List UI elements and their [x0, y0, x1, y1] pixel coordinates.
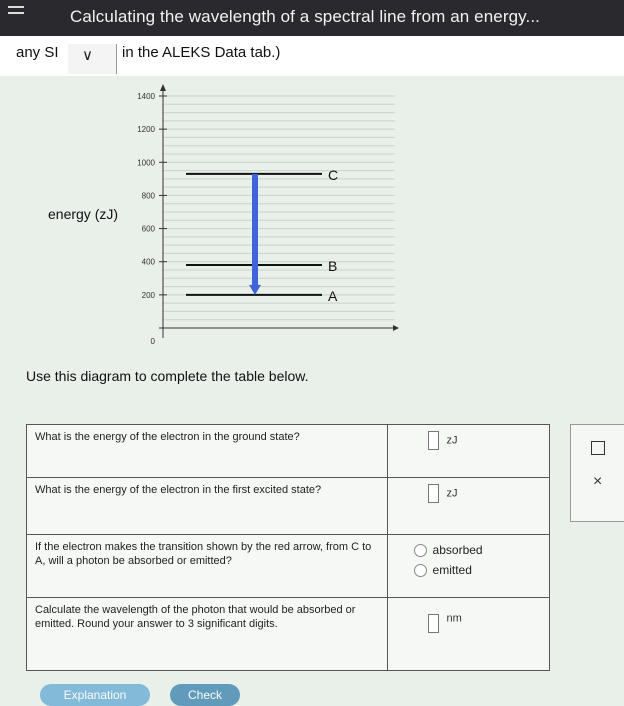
- ground-state-input[interactable]: [428, 431, 439, 450]
- any-si-label: any SI: [16, 44, 59, 61]
- tick-label: 1200: [137, 125, 155, 135]
- menu-icon[interactable]: [8, 6, 24, 18]
- transition-arrow: [249, 174, 261, 295]
- arrow-head: [249, 285, 261, 295]
- answer-cell: [387, 478, 549, 535]
- table-row: [27, 425, 550, 478]
- page-title: Calculating the wavelength of a spectral line from an energy...: [70, 7, 540, 26]
- data-tab-note: in the ALEKS Data tab.): [122, 44, 281, 61]
- question-wavelength: Calculate the wavelength of the photon that would be absorbed or emitted. Round your answer to 3 significant digits.: [27, 598, 388, 671]
- content-area: [0, 76, 624, 700]
- energy-level-label: C: [328, 166, 339, 183]
- unit-dropdown[interactable]: [68, 44, 117, 74]
- unit-label: zJ: [446, 487, 458, 500]
- question-table: [26, 424, 550, 671]
- title-bar: [0, 0, 624, 36]
- radio-circle: [414, 564, 427, 577]
- unit-label: nm: [446, 612, 462, 625]
- unit-label: zJ: [446, 434, 458, 447]
- first-excited-input[interactable]: [428, 484, 439, 503]
- action-buttons: [40, 684, 310, 704]
- energy-level-diagram: [0, 76, 624, 376]
- grid: [163, 96, 395, 328]
- y-axis: [160, 84, 399, 338]
- check-button[interactable]: Check: [170, 684, 240, 706]
- instruction-text: Use this diagram to complete the table below.: [26, 368, 309, 384]
- y-axis-arrowhead: [160, 84, 166, 91]
- radio-label: emitted: [432, 563, 472, 577]
- data-tab-bar: [0, 36, 624, 76]
- answer-cell: [387, 598, 549, 671]
- radio-circle: [414, 544, 427, 557]
- question-absorbed-emitted: If the electron makes the transition shown by the red arrow, from C to A, will a photon be absorbed or emitted?: [27, 535, 388, 598]
- table-row: [27, 598, 550, 671]
- arrow-shaft: [252, 174, 258, 287]
- question-ground-state: What is the energy of the electron in the ground state?: [27, 425, 388, 478]
- wavelength-input[interactable]: [428, 614, 439, 633]
- energy-level-label: A: [328, 287, 338, 304]
- tick-label: 200: [141, 290, 155, 300]
- tick-label: 1400: [137, 92, 155, 101]
- answer-cell: [387, 535, 549, 598]
- radio-label: absorbed: [432, 543, 483, 557]
- y-axis-label: energy (zJ): [48, 206, 119, 222]
- table-row: [27, 478, 550, 535]
- tick-label: 800: [141, 191, 155, 201]
- scientific-notation-icon[interactable]: [591, 441, 605, 455]
- radio-emitted[interactable]: [414, 563, 541, 577]
- explanation-button[interactable]: Explanation: [40, 684, 150, 706]
- tool-panel: [570, 424, 624, 522]
- clear-icon[interactable]: ×: [593, 473, 603, 490]
- x-axis-arrowhead: [393, 325, 399, 331]
- table-row: [27, 535, 550, 598]
- tick-label: 400: [141, 257, 155, 267]
- answer-cell: [387, 425, 549, 478]
- tick-label: 1000: [137, 158, 155, 168]
- chevron-down-icon: ∨: [82, 47, 93, 64]
- tick-label: 600: [141, 224, 155, 234]
- energy-level-label: B: [328, 258, 338, 275]
- radio-absorbed[interactable]: [414, 543, 541, 557]
- question-first-excited: What is the energy of the electron in the first excited state?: [27, 478, 388, 535]
- tick-label: 0: [150, 337, 155, 346]
